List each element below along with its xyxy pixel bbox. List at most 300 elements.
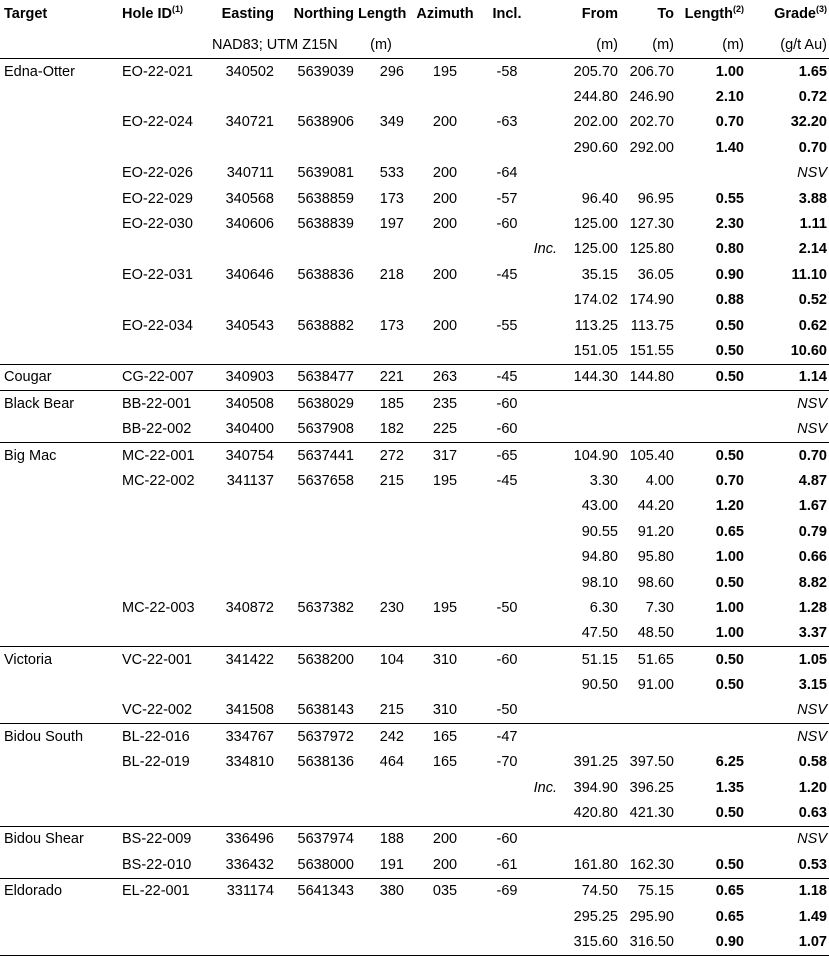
cell-from (561, 826, 620, 852)
cell-grade: 0.63 (798, 805, 827, 822)
cell-length: 104 (379, 651, 404, 668)
cell-from: 113.25 (574, 317, 618, 334)
cell-interval-length: 0.65 (715, 883, 744, 900)
table-row (0, 468, 829, 493)
cell-northing (276, 338, 356, 364)
cell-hole-id: EO-22-034 (122, 317, 193, 334)
cell-grade: 1.67 (798, 498, 827, 515)
cell-incl: -63 (496, 114, 518, 131)
cell-length (356, 621, 406, 647)
cell-easting: 340754 (225, 447, 274, 464)
cell-target (0, 904, 120, 929)
cell-from: 3.30 (589, 472, 618, 489)
cell-to: 91.20 (637, 523, 674, 540)
cell-from: 244.80 (573, 89, 618, 106)
cell-northing (276, 621, 356, 647)
footnote-2-marker: (2) (733, 4, 744, 15)
cell-northing (276, 672, 356, 697)
cell-length: 221 (379, 369, 404, 386)
cell-grade: 11.10 (791, 266, 827, 283)
table-row (0, 544, 829, 569)
col-header-inc-spacer (530, 0, 561, 37)
cell-hole-id: EO-22-024 (122, 114, 193, 131)
cell-incl: -45 (496, 369, 518, 386)
grade-label: Grade (774, 6, 816, 22)
cell-easting (208, 621, 276, 647)
cell-grade: 0.70 (798, 139, 827, 156)
cell-incl: -58 (496, 63, 518, 80)
cell-easting: 336496 (225, 831, 274, 848)
cell-length: 182 (379, 421, 404, 438)
cell-northing (276, 775, 356, 800)
cell-northing: 5637382 (297, 599, 354, 616)
cell-hole-id (120, 929, 208, 955)
cell-grade: 1.65 (798, 63, 827, 80)
cell-hole-id: MC-22-001 (122, 447, 195, 464)
cell-length: 215 (379, 702, 404, 719)
cell-interval-length (676, 391, 746, 417)
cell-interval-length (676, 826, 746, 852)
cell-length: 218 (379, 266, 404, 283)
cell-from: 205.70 (573, 63, 618, 80)
cell-interval-length: 1.00 (715, 63, 744, 80)
cell-northing (276, 135, 356, 160)
cell-azimuth (406, 775, 484, 800)
cell-grade: NSV (797, 728, 827, 745)
table-row (0, 800, 829, 826)
cell-inc-label (530, 904, 561, 929)
cell-length: 272 (379, 447, 404, 464)
cell-inc-label (530, 211, 561, 236)
cell-incl: -70 (496, 754, 518, 771)
cell-length: 191 (379, 856, 404, 873)
cell-easting (208, 672, 276, 697)
cell-from: 391.25 (573, 754, 618, 771)
cell-interval-length: 1.00 (715, 599, 744, 616)
cell-incl (484, 84, 530, 109)
cell-incl (484, 519, 530, 544)
cell-incl (484, 544, 530, 569)
cell-easting: 340646 (225, 266, 274, 283)
cell-length (356, 237, 406, 262)
cell-hole-id: EO-22-030 (122, 216, 193, 233)
cell-hole-id: CG-22-007 (122, 369, 194, 386)
cell-interval-length: 0.50 (715, 677, 744, 694)
cell-northing (276, 288, 356, 313)
table-row (0, 211, 829, 236)
cell-interval-length: 1.20 (715, 498, 744, 515)
cell-azimuth: 263 (432, 369, 458, 386)
table-row (0, 110, 829, 135)
cell-to: 4.00 (645, 472, 674, 489)
cell-azimuth: 165 (432, 754, 458, 771)
cell-length (356, 494, 406, 519)
cell-target (0, 338, 120, 364)
cell-inc-label (530, 826, 561, 852)
cell-target (0, 416, 120, 442)
cell-interval-length: 0.50 (715, 447, 744, 464)
cell-azimuth: 310 (432, 702, 458, 719)
table-row (0, 494, 829, 519)
table-row (0, 621, 829, 647)
cell-to: 125.80 (629, 241, 674, 258)
cell-hole-id (120, 338, 208, 364)
cell-azimuth: 200 (432, 317, 458, 334)
table-header (0, 0, 829, 59)
cell-easting: 340568 (225, 190, 274, 207)
cell-from (561, 161, 620, 186)
cell-inc-label (530, 391, 561, 417)
cell-incl: -50 (496, 702, 518, 719)
cell-from: 47.50 (581, 625, 618, 642)
cell-from (561, 724, 620, 750)
cell-to: 98.60 (637, 574, 674, 591)
cell-inc-label (530, 724, 561, 750)
cell-to: 206.70 (629, 63, 674, 80)
cell-northing: 5641343 (297, 883, 354, 900)
table-row (0, 929, 829, 955)
table-row (0, 519, 829, 544)
cell-from (561, 698, 620, 724)
table-row (0, 391, 829, 417)
cell-inc-label (530, 364, 561, 390)
cell-hole-id: VC-22-001 (122, 651, 193, 668)
cell-grade: 1.07 (798, 933, 827, 950)
cell-target (0, 595, 120, 620)
cell-interval-length: 0.50 (715, 317, 744, 334)
cell-target (0, 262, 120, 287)
table-row (0, 364, 829, 390)
cell-incl: -69 (496, 883, 518, 900)
cell-target (0, 570, 120, 595)
cell-easting: 341137 (226, 472, 274, 489)
cell-length (356, 544, 406, 569)
cell-interval-length: 1.35 (715, 779, 744, 796)
cell-interval-length (676, 698, 746, 724)
cell-grade: 0.53 (798, 856, 827, 873)
cell-hole-id (120, 544, 208, 569)
cell-azimuth (406, 237, 484, 262)
cell-hole-id: EO-22-031 (122, 266, 193, 283)
cell-azimuth: 035 (432, 883, 458, 900)
cell-easting: 341422 (225, 651, 274, 668)
cell-inc-label (530, 442, 561, 468)
cell-to: 95.80 (637, 549, 674, 566)
cell-incl (484, 904, 530, 929)
table-row (0, 416, 829, 442)
cell-azimuth (406, 544, 484, 569)
cell-inc-label (530, 595, 561, 620)
cell-inc-label (530, 646, 561, 672)
cell-grade: 3.15 (798, 677, 827, 694)
cell-northing: 5638136 (297, 754, 354, 771)
units-blank-inc (530, 37, 561, 59)
cell-incl (484, 288, 530, 313)
cell-easting: 336432 (225, 856, 274, 873)
cell-length (356, 570, 406, 595)
cell-inc-label (530, 338, 561, 364)
cell-northing: 5639081 (297, 165, 354, 182)
cell-to: 421.30 (629, 805, 674, 822)
cell-from: 51.15 (581, 651, 618, 668)
cell-length: 349 (379, 114, 404, 131)
cell-azimuth (406, 904, 484, 929)
footnote-3-marker: (3) (816, 4, 827, 15)
footnote-1-marker: (1) (171, 4, 183, 15)
col-header-northing: Northing (293, 6, 354, 22)
cell-from: 98.10 (581, 574, 618, 591)
cell-from: 94.80 (581, 549, 618, 566)
cell-interval-length: 0.50 (715, 369, 744, 386)
cell-azimuth (406, 494, 484, 519)
cell-hole-id: BB-22-001 (122, 395, 192, 412)
cell-target (0, 750, 120, 775)
cell-length: 173 (379, 317, 404, 334)
datum-label: NAD83; UTM Z15N (212, 37, 338, 53)
cell-interval-length: 1.00 (715, 625, 744, 642)
cell-easting (208, 237, 276, 262)
cell-azimuth: 200 (432, 216, 458, 233)
cell-inc-label (530, 135, 561, 160)
cell-to: 174.90 (629, 292, 674, 309)
cell-inc-label (530, 262, 561, 287)
col-header-to: To (657, 6, 674, 22)
cell-from: 161.80 (573, 856, 618, 873)
cell-easting: 334767 (225, 728, 274, 745)
cell-northing (276, 494, 356, 519)
cell-incl (484, 775, 530, 800)
table-row (0, 852, 829, 878)
length2-label: Length (684, 6, 733, 22)
cell-length: 197 (379, 216, 404, 233)
cell-incl: -60 (496, 651, 518, 668)
table-row (0, 775, 829, 800)
cell-from: 202.00 (573, 114, 618, 131)
table-row (0, 161, 829, 186)
col-header-length: Length (358, 6, 406, 22)
cell-inc-label (530, 800, 561, 826)
cell-hole-id: BL-22-019 (122, 754, 190, 771)
cell-azimuth: 195 (432, 63, 458, 80)
cell-target (0, 288, 120, 313)
cell-grade: 0.72 (798, 89, 827, 106)
cell-hole-id (120, 494, 208, 519)
cell-to: 202.70 (629, 114, 674, 131)
cell-from: 290.60 (573, 139, 618, 156)
cell-northing (276, 929, 356, 955)
cell-incl: -57 (496, 190, 518, 207)
cell-incl (484, 135, 530, 160)
cell-interval-length (676, 161, 746, 186)
cell-northing: 5638859 (297, 190, 354, 207)
cell-interval-length: 0.70 (715, 472, 744, 489)
cell-incl (484, 237, 530, 262)
cell-northing: 5638000 (297, 856, 354, 873)
cell-inc-label (530, 288, 561, 313)
units-blank-incl (484, 37, 530, 59)
cell-grade: 0.79 (798, 523, 827, 540)
cell-easting: 340721 (225, 114, 274, 131)
cell-interval-length: 0.50 (715, 342, 744, 359)
cell-target: Victoria (4, 651, 53, 668)
cell-azimuth (406, 135, 484, 160)
cell-inc-label (530, 519, 561, 544)
cell-interval-length: 2.30 (715, 216, 744, 233)
cell-length (356, 800, 406, 826)
cell-hole-id (120, 519, 208, 544)
cell-grade: 3.37 (798, 625, 827, 642)
cell-length: 215 (379, 472, 404, 489)
cell-grade: 3.88 (798, 190, 827, 207)
col-header-incl: Incl. (492, 6, 522, 22)
cell-target: Eldorado (4, 883, 63, 900)
cell-target (0, 929, 120, 955)
cell-azimuth: 200 (432, 114, 458, 131)
cell-target: Black Bear (4, 395, 75, 412)
cell-hole-id: EO-22-026 (122, 165, 193, 182)
cell-azimuth (406, 800, 484, 826)
cell-grade: 1.20 (798, 779, 827, 796)
cell-easting (208, 84, 276, 109)
cell-easting (208, 929, 276, 955)
cell-from: 104.90 (573, 447, 618, 464)
cell-target (0, 186, 120, 211)
cell-easting: 334810 (225, 754, 274, 771)
table-row (0, 724, 829, 750)
cell-easting: 340502 (225, 63, 274, 80)
col-header-target: Target (4, 6, 48, 22)
cell-inc-label (530, 313, 561, 338)
cell-easting (208, 519, 276, 544)
cell-northing: 5638143 (297, 702, 354, 719)
cell-azimuth (406, 84, 484, 109)
cell-hole-id (120, 237, 208, 262)
cell-northing: 5637658 (297, 472, 354, 489)
cell-hole-id: EO-22-021 (122, 63, 193, 80)
cell-from: 420.80 (573, 805, 618, 822)
cell-to (620, 724, 676, 750)
cell-incl (484, 570, 530, 595)
cell-target (0, 698, 120, 724)
cell-length: 296 (379, 63, 404, 80)
cell-target (0, 313, 120, 338)
cell-to: 44.20 (637, 498, 674, 515)
length-unit: (m) (370, 37, 392, 53)
cell-to (620, 161, 676, 186)
cell-easting: 340508 (225, 395, 274, 412)
units-blank-azimuth (406, 37, 484, 59)
cell-target (0, 544, 120, 569)
cell-length (356, 904, 406, 929)
cell-incl: -50 (496, 599, 518, 616)
cell-from: 96.40 (581, 190, 618, 207)
cell-target: Bidou South (4, 728, 84, 745)
cell-azimuth: 165 (432, 728, 458, 745)
cell-from: 174.02 (573, 292, 618, 309)
cell-hole-id (120, 84, 208, 109)
cell-from: 394.90 (573, 779, 618, 796)
cell-from: 6.30 (589, 599, 618, 616)
cell-to: 292.00 (629, 139, 674, 156)
from-unit: (m) (596, 37, 618, 53)
cell-northing (276, 904, 356, 929)
cell-easting (208, 570, 276, 595)
cell-grade: 32.20 (790, 114, 827, 131)
cell-length (356, 929, 406, 955)
col-header-length2 (676, 0, 746, 37)
header-row (0, 0, 829, 37)
cell-target: Cougar (4, 369, 52, 386)
cell-interval-length: 0.65 (715, 908, 744, 925)
cell-interval-length: 2.10 (715, 89, 744, 106)
cell-interval-length: 6.25 (715, 754, 744, 771)
cell-northing: 5638836 (297, 266, 354, 283)
cell-from: 125.00 (573, 241, 618, 258)
cell-incl (484, 800, 530, 826)
to-unit: (m) (652, 37, 674, 53)
cell-inc-label (530, 59, 561, 85)
table-row (0, 313, 829, 338)
cell-grade: 1.11 (799, 216, 827, 233)
cell-from: 295.25 (573, 908, 618, 925)
cell-to: 91.00 (637, 677, 674, 694)
col-header-grade (746, 0, 829, 37)
cell-interval-length: 0.50 (715, 651, 744, 668)
cell-easting (208, 338, 276, 364)
table-row (0, 338, 829, 364)
cell-hole-id (120, 800, 208, 826)
cell-hole-id (120, 672, 208, 697)
cell-hole-id: EL-22-001 (122, 883, 190, 900)
cell-length: 230 (379, 599, 404, 616)
cell-northing (276, 570, 356, 595)
cell-interval-length: 0.50 (715, 805, 744, 822)
cell-from: 125.00 (573, 216, 618, 233)
cell-hole-id: BL-22-016 (122, 728, 190, 745)
cell-hole-id (120, 135, 208, 160)
cell-hole-id (120, 775, 208, 800)
cell-target (0, 800, 120, 826)
cell-interval-length: 0.70 (715, 114, 744, 131)
cell-to: 246.90 (629, 89, 674, 106)
cell-incl (484, 672, 530, 697)
cell-target (0, 237, 120, 262)
cell-to: 144.80 (629, 369, 674, 386)
cell-incl (484, 338, 530, 364)
cell-to: 36.05 (637, 266, 674, 283)
cell-interval-length (676, 416, 746, 442)
table-body (0, 59, 829, 956)
table-row (0, 570, 829, 595)
cell-northing (276, 237, 356, 262)
cell-northing: 5637974 (297, 831, 354, 848)
cell-inc-label (530, 698, 561, 724)
cell-hole-id: BS-22-010 (122, 856, 192, 873)
cell-interval-length: 0.50 (715, 574, 744, 591)
cell-grade: 0.58 (798, 754, 827, 771)
cell-grade: NSV (797, 165, 827, 182)
table-row (0, 595, 829, 620)
cell-inc-label (530, 878, 561, 904)
cell-to: 96.95 (637, 190, 674, 207)
cell-incl: -61 (496, 856, 518, 873)
cell-target (0, 621, 120, 647)
cell-easting: 331174 (226, 883, 274, 900)
cell-length (356, 338, 406, 364)
cell-azimuth: 200 (432, 266, 458, 283)
cell-easting: 340872 (225, 599, 274, 616)
cell-to: 48.50 (637, 625, 674, 642)
